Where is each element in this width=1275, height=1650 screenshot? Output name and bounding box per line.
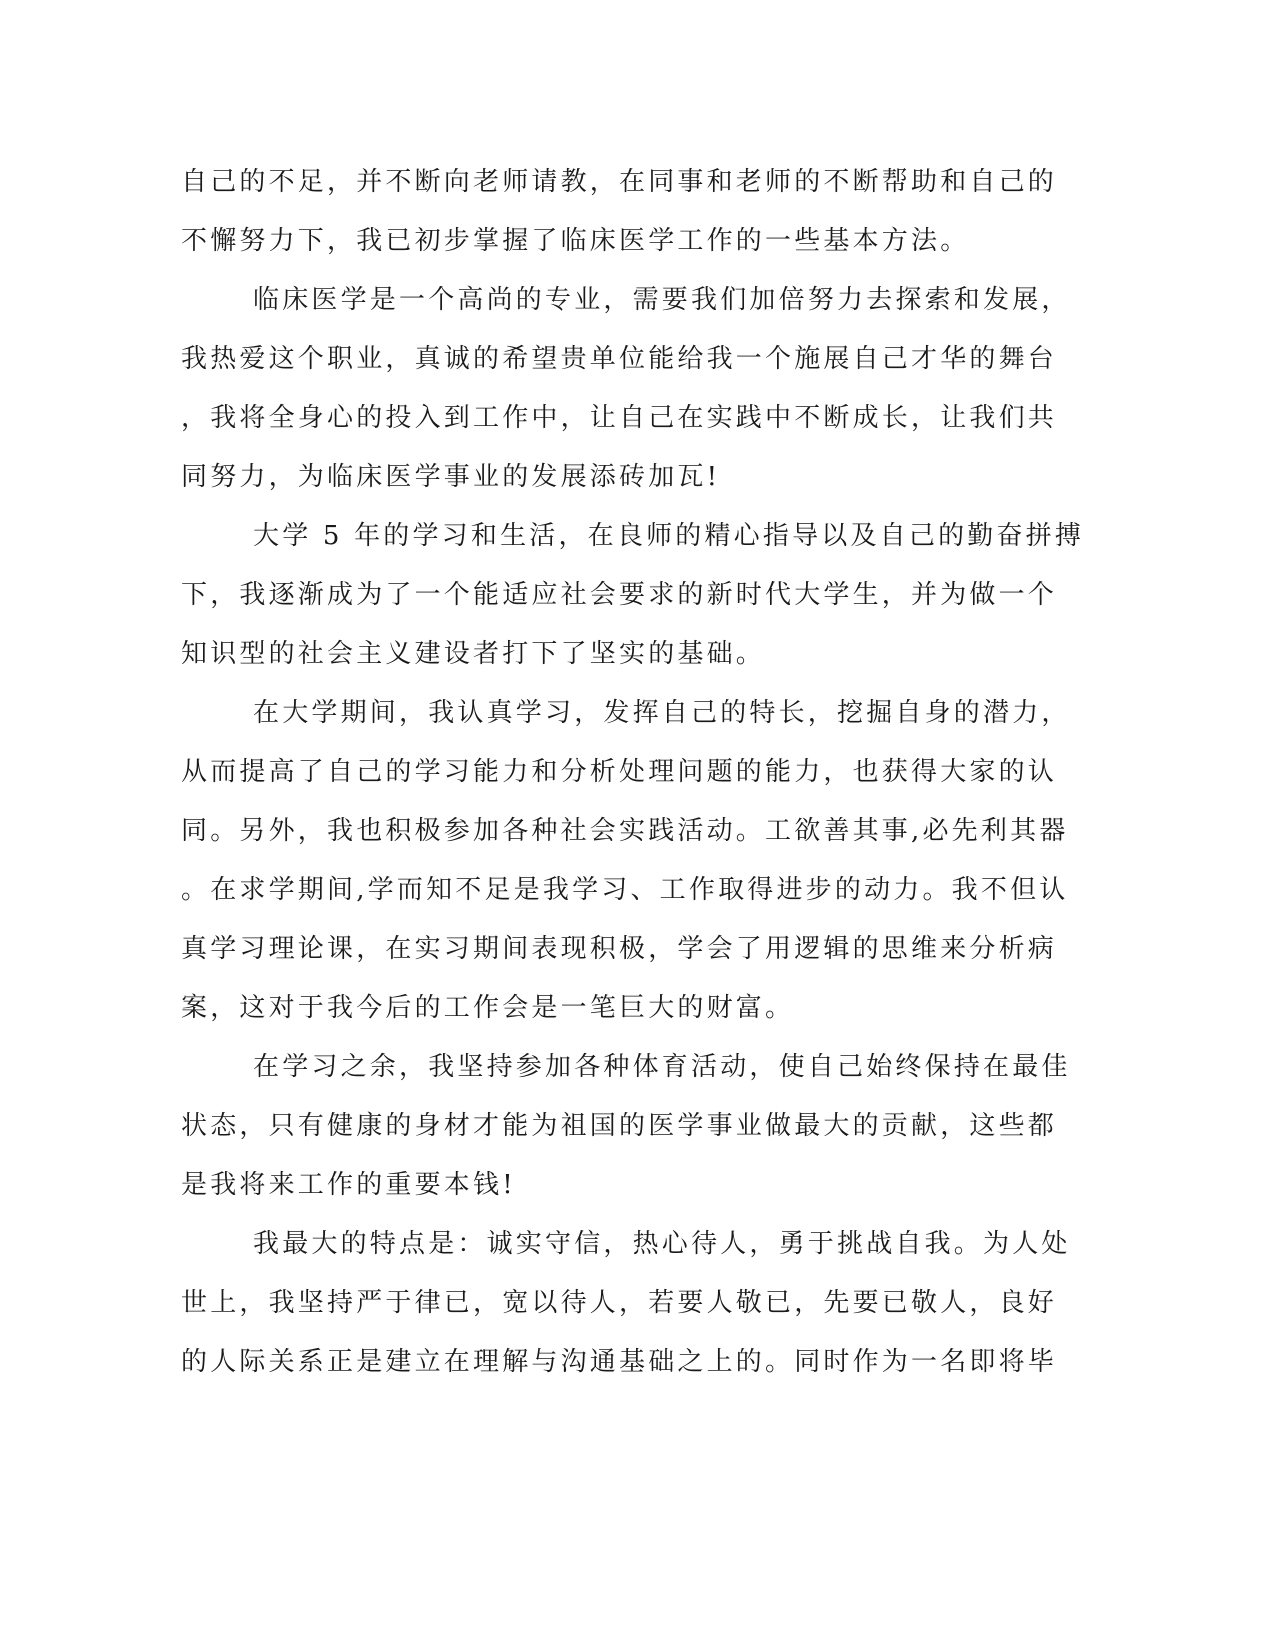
text-line: 不懈努力下，我已初步掌握了临床医学工作的一些基本方法。 <box>181 226 970 256</box>
text-line: 同。另外，我也积极参加各种社会实践活动。工欲善其事,必先利其器 <box>181 816 1069 846</box>
paragraph-first-line: 大学 5 年的学习和生活，在良师的精心指导以及自己的勤奋拼搏 <box>253 521 1085 551</box>
text-line: 。在求学期间,学而知不足是我学习、工作取得进步的动力。我不但认 <box>181 875 1069 905</box>
text-line: 知识型的社会主义建设者打下了坚实的基础。 <box>181 639 766 669</box>
text-line: 的人际关系正是建立在理解与沟通基础之上的。同时作为一名即将毕 <box>181 1347 1058 1377</box>
paragraph-first-line: 我最大的特点是：诚实守信，热心待人，勇于挑战自我。为人处 <box>253 1229 1071 1259</box>
text-line: 下，我逐渐成为了一个能适应社会要求的新时代大学生，并为做一个 <box>181 580 1058 610</box>
text-line: 状态，只有健康的身材才能为祖国的医学事业做最大的贡献，这些都 <box>181 1111 1058 1141</box>
text-line: 自己的不足，并不断向老师请教，在同事和老师的不断帮助和自己的 <box>181 167 1058 197</box>
text-line: 同努力，为临床医学事业的发展添砖加瓦! <box>181 462 721 492</box>
paragraph-first-line: 在学习之余，我坚持参加各种体育活动，使自己始终保持在最佳 <box>253 1052 1071 1082</box>
paragraph-first-line: 临床医学是一个高尚的专业，需要我们加倍努力去探索和发展， <box>253 285 1071 315</box>
text-line: 是我将来工作的重要本钱! <box>181 1170 516 1200</box>
text-line: 案，这对于我今后的工作会是一笔巨大的财富。 <box>181 993 795 1023</box>
text-line: 真学习理论课，在实习期间表现积极，学会了用逻辑的思维来分析病 <box>181 934 1058 964</box>
text-line: 从而提高了自己的学习能力和分析处理问题的能力，也获得大家的认 <box>181 757 1058 787</box>
text-line: 世上，我坚持严于律已，宽以待人，若要人敬已，先要已敬人，良好 <box>181 1288 1058 1318</box>
text-line: 我热爱这个职业，真诚的希望贵单位能给我一个施展自己才华的舞台 <box>181 344 1058 374</box>
paragraph-first-line: 在大学期间，我认真学习，发挥自己的特长，挖掘自身的潜力， <box>253 698 1071 728</box>
text-line: ，我将全身心的投入到工作中，让自己在实践中不断成长，让我们共 <box>181 403 1058 433</box>
